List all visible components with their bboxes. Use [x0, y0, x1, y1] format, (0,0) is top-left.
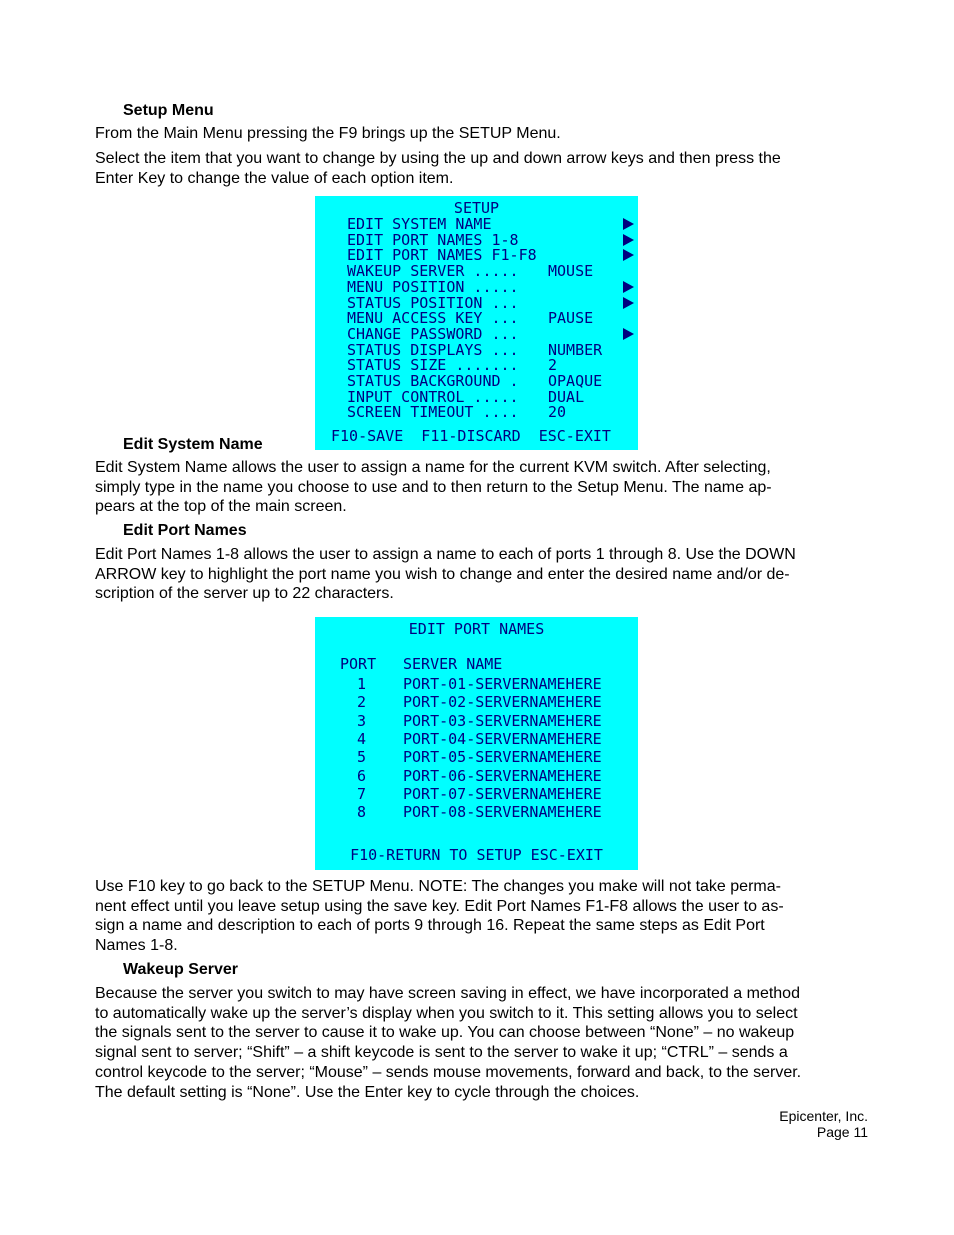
edit-port-names-after-para [95, 877, 865, 956]
setup-item-label: EDIT PORT NAMES 1-8 [347, 230, 519, 249]
port-column-header: PORT [340, 655, 377, 673]
text-line: Enter Key to change the value of each option item. [95, 169, 454, 187]
text-line: Use F10 key to go back to the SETUP Menu. NOTE: The changes you make will not take perma- [95, 878, 781, 895]
page-footer [779, 1108, 868, 1140]
edit-port-names-heading: Edit Port Names [123, 522, 247, 539]
company-name: Epicenter, Inc. [779, 1108, 868, 1124]
server-name-field[interactable]: PORT-02-SERVERNAMEHERE [403, 693, 602, 712]
text-line: control keycode to the server; “Mouse” – sends mouse movements, forward and back, to the server. [95, 1063, 802, 1081]
setup-item-label: WAKEUP SERVER ..... [347, 262, 519, 281]
wakeup-server-heading: Wakeup Server [123, 961, 239, 978]
port-number: 1 [357, 675, 367, 693]
port-number: 4 [357, 729, 367, 748]
setup-item-label: INPUT CONTROL ..... [347, 387, 519, 406]
wakeup-server-para [95, 984, 865, 1102]
text-line: The default setting is “None”. Use the Enter key to cycle through the choices. [95, 1083, 640, 1101]
setup-item-label: STATUS BACKGROUND . [347, 372, 519, 390]
edit-port-names-screen [315, 617, 638, 870]
setup-menu-para1 [95, 124, 865, 144]
setup-item-value: MOUSE [548, 262, 594, 281]
text-line: ARROW key to highlight the port name you wish to change and enter the desired name and/or de- [95, 565, 790, 583]
setup-item-value: 2 [548, 356, 558, 375]
server-name-field[interactable]: PORT-06-SERVERNAMEHERE [403, 766, 602, 785]
edit-system-name-para [95, 458, 865, 517]
text-line: Edit Port Names 1-8 allows the user to assign a name to each of ports 1 through 8. Use the DOWN [95, 546, 796, 563]
setup-item-label: CHANGE PASSWORD ... [347, 324, 519, 343]
text-line: Names 1-8. [95, 937, 178, 955]
text-line: pears at the top of the main screen. [95, 498, 347, 516]
setup-item-label: STATUS POSITION ... [347, 293, 519, 312]
text-line: sign a name and description to each of ports 9 through 16. Repeat the same steps as Edit Port [95, 917, 765, 935]
edit-system-name-heading: Edit System Name [123, 436, 263, 453]
submenu-arrow-icon [623, 297, 634, 309]
text-line: scription of the server up to 22 characters. [95, 585, 394, 603]
setup-screen [315, 196, 638, 450]
server-name-field[interactable]: PORT-05-SERVERNAMEHERE [403, 748, 602, 767]
text-line: simply type in the name you choose to use and to then return to the Setup Menu. The name ap- [95, 478, 772, 496]
port-screen-footer: F10-RETURN TO SETUP ESC-EXIT [350, 846, 603, 864]
port-screen-title: EDIT PORT NAMES [408, 620, 545, 638]
text-line: Because the server you switch to may have screen saving in effect, we have incorporated a method [95, 985, 800, 1002]
setup-item-label: STATUS SIZE ....... [347, 356, 519, 375]
setup-item-value: 20 [548, 403, 567, 422]
port-number: 2 [357, 693, 367, 712]
setup-screen-title: SETUP [453, 199, 500, 217]
page-number: Page 11 [816, 1124, 868, 1140]
port-number: 5 [357, 748, 367, 767]
setup-item-label: EDIT PORT NAMES F1-F8 [347, 246, 537, 265]
setup-item-value: DUAL [548, 387, 585, 406]
setup-item-label: MENU ACCESS KEY ... [347, 309, 519, 328]
text-line: From the Main Menu pressing the F9 brings up the SETUP Menu. [95, 125, 561, 142]
port-number: 8 [357, 803, 367, 822]
text-line: Edit System Name allows the user to assign a name for the current KVM switch. After selecting, [95, 459, 771, 476]
text-line: to automatically wake up the server’s display when you switch to it. This setting allows you to select [95, 1004, 798, 1022]
setup-item-value: NUMBER [548, 340, 603, 359]
submenu-arrow-icon [623, 328, 634, 340]
text-line: nent effect until you leave setup using the save key. Edit Port Names F1-F8 allows the user to as- [95, 897, 784, 915]
setup-item-value: PAUSE [548, 309, 594, 328]
setup-item-label: SCREEN TIMEOUT .... [347, 403, 519, 422]
server-name-field[interactable]: PORT-01-SERVERNAMEHERE [403, 675, 602, 693]
setup-item-value: OPAQUE [548, 372, 603, 390]
edit-port-names-para [95, 545, 865, 604]
port-number: 7 [357, 784, 367, 803]
submenu-arrow-icon [623, 218, 634, 230]
setup-menu-heading: Setup Menu [123, 102, 214, 119]
port-number: 6 [357, 766, 367, 785]
setup-item-label: EDIT SYSTEM NAME [347, 215, 492, 233]
text-line: Select the item that you want to change by using the up and down arrow keys and then press the [95, 150, 781, 167]
server-name-field[interactable]: PORT-04-SERVERNAMEHERE [403, 729, 602, 748]
server-name-column-header: SERVER NAME [403, 655, 503, 673]
setup-item-label: STATUS DISPLAYS ... [347, 340, 519, 359]
text-line: signal sent to server; “Shift” – a shift keycode is sent to the server to wake it up; “CTRL” – sends a [95, 1044, 788, 1062]
setup-item-label: MENU POSITION ..... [347, 277, 519, 296]
submenu-arrow-icon [623, 249, 634, 261]
setup-menu-para2 [95, 149, 865, 188]
server-name-field[interactable]: PORT-03-SERVERNAMEHERE [403, 711, 602, 730]
submenu-arrow-icon [623, 281, 634, 293]
setup-screen-footer: F10-SAVE F11-DISCARD ESC-EXIT [331, 427, 611, 445]
submenu-arrow-icon [623, 234, 634, 246]
text-line: the signals sent to the server to cause it to wake up. You can choose between “None” – no wakeup [95, 1024, 795, 1042]
port-number: 3 [357, 711, 367, 730]
server-name-field[interactable]: PORT-07-SERVERNAMEHERE [403, 784, 602, 803]
server-name-field[interactable]: PORT-08-SERVERNAMEHERE [403, 803, 602, 822]
